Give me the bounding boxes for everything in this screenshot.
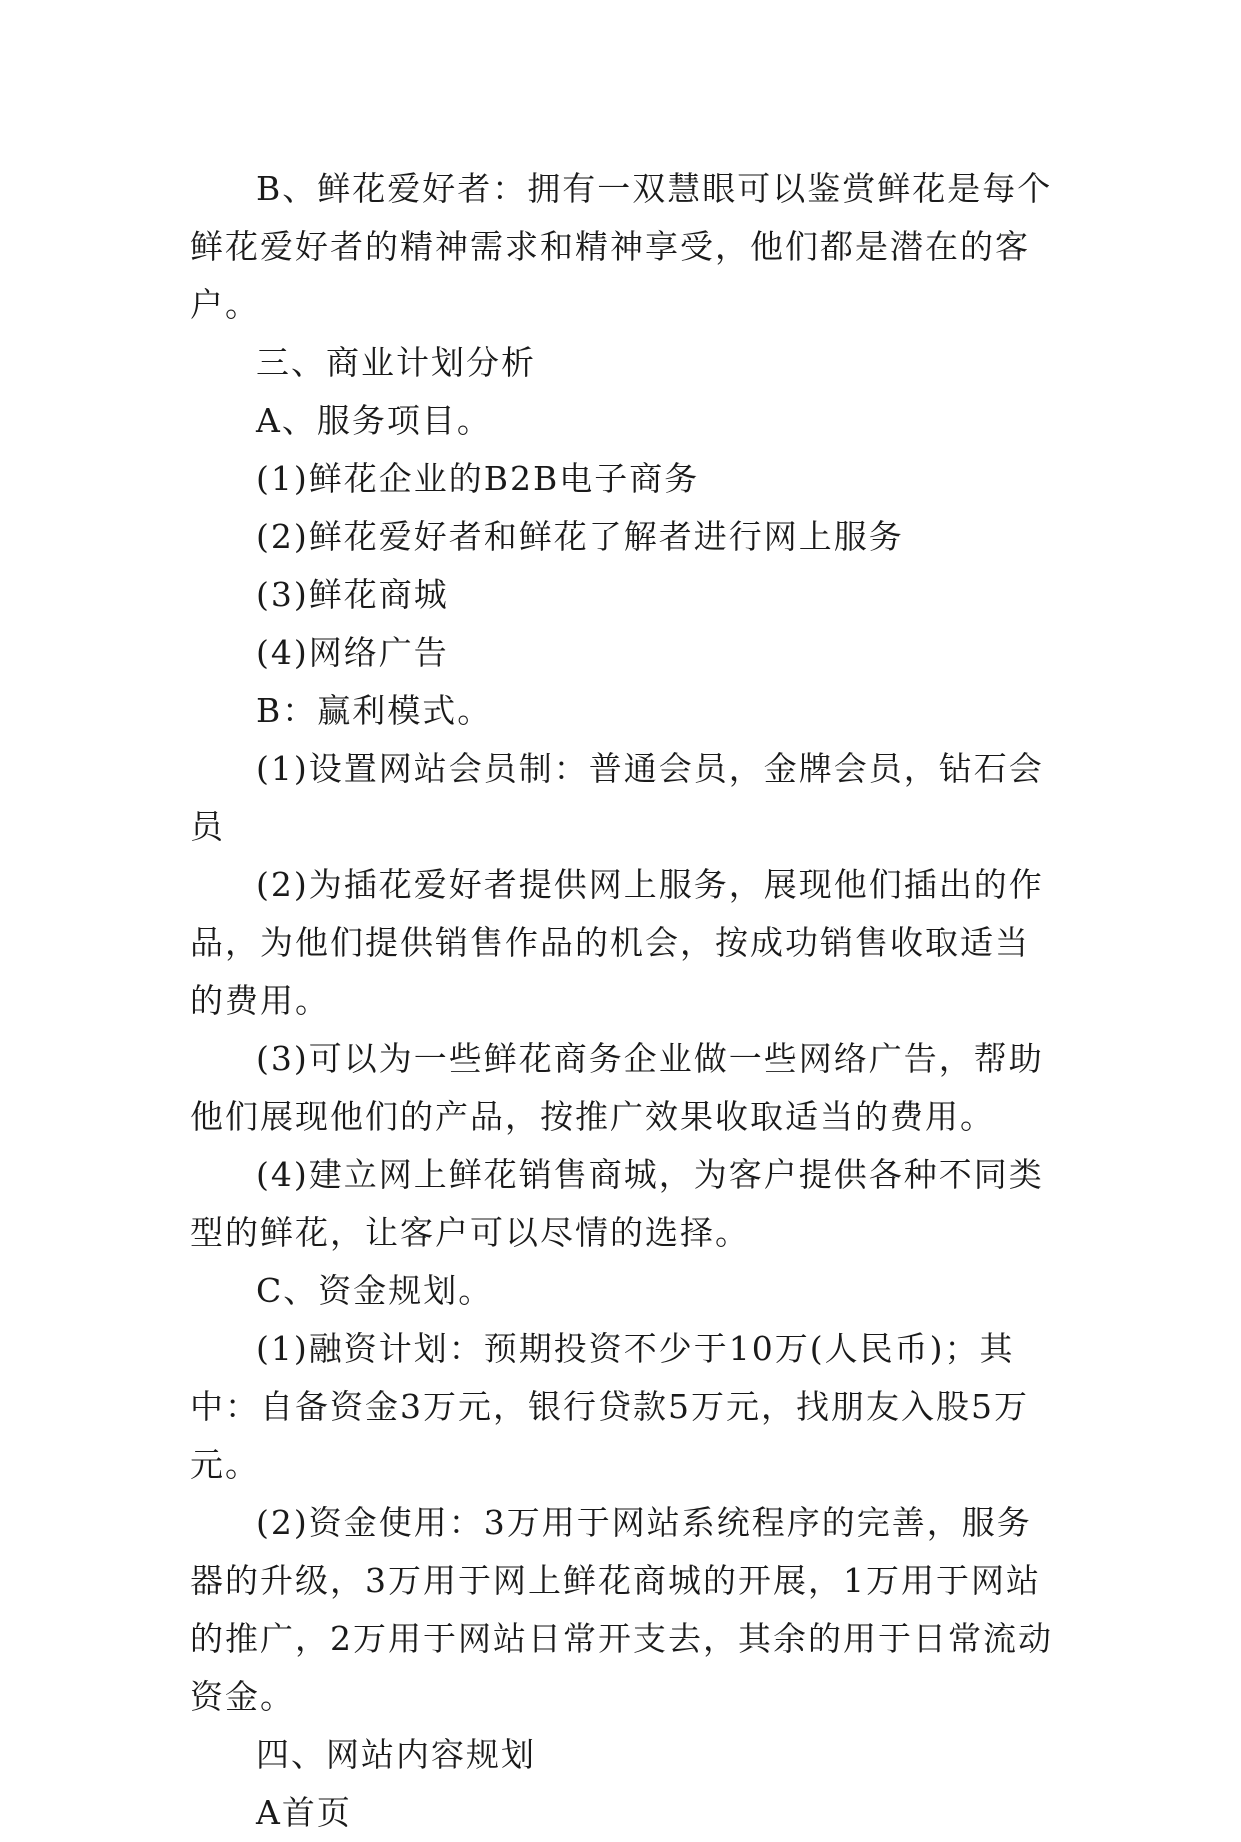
- list-item-sales-mall: (4)建立网上鲜花销售商城，为客户提供各种不同类型的鲜花，让客户可以尽情的选择。: [190, 1155, 1044, 1252]
- paragraph-customers-flower-lovers: B、鲜花爱好者：拥有一双慧眼可以鉴赏鲜花是每个鲜花爱好者的精神需求和精神享受，他们都是潜在的客户。: [190, 169, 1053, 324]
- list-item-advertising: (3)可以为一些鲜花商务企业做一些网络广告，帮助他们展现他们的产品，按推广效果收取适当的费用。: [190, 1039, 1044, 1136]
- list-item-web-ads: (4)网络广告: [256, 633, 449, 672]
- subheading-home-page: A首页: [256, 1793, 352, 1832]
- list-item-financing: (1)融资计划：预期投资不少于10万(人民币)；其中：自备资金3万元，银行贷款5万元，找朋友入股5万元。: [190, 1329, 1029, 1484]
- subheading-profit-model: B：赢利模式。: [256, 691, 493, 730]
- subheading-service-items: A、服务项目。: [256, 401, 492, 440]
- list-item-flower-arrangers: (2)为插花爱好者提供网上服务，展现他们插出的作品，为他们提供销售作品的机会，按成功销售收取适当的费用。: [190, 865, 1044, 1020]
- list-item-membership: (1)设置网站会员制：普通会员，金牌会员，钻石会员: [190, 749, 1044, 846]
- subheading-funding-plan: C、资金规划。: [256, 1271, 494, 1310]
- list-item-online-service: (2)鲜花爱好者和鲜花了解者进行网上服务: [256, 517, 904, 556]
- list-item-b2b: (1)鲜花企业的B2B电子商务: [256, 459, 700, 498]
- heading-business-plan-analysis: 三、商业计划分析: [256, 343, 536, 382]
- document-body: [190, 160, 1060, 1842]
- list-item-flower-mall: (3)鲜花商城: [256, 575, 449, 614]
- list-item-fund-usage: (2)资金使用：3万用于网站系统程序的完善，服务器的升级，3万用于网上鲜花商城的开展，1万用于网站的推广，2万用于网站日常开支去，其余的用于日常流动资金。: [190, 1503, 1053, 1716]
- heading-site-content-plan: 四、网站内容规划: [256, 1735, 536, 1774]
